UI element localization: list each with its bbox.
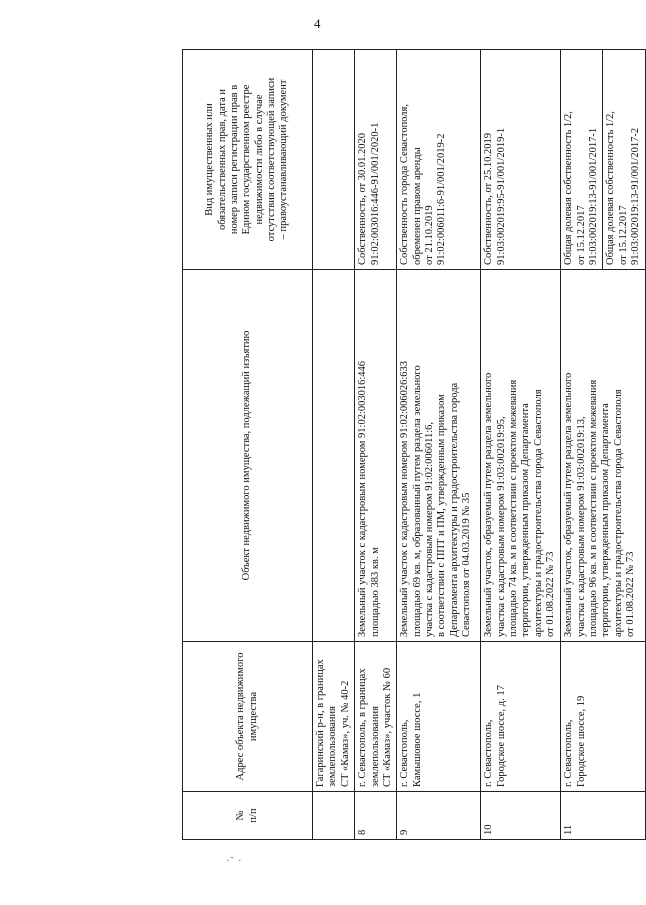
cell-address: Гагаринский р-н, в границах землепользования СТ «Камаз», уч. № 40-2 <box>313 642 355 792</box>
table-header-row <box>183 50 313 840</box>
cell-num: 10 <box>481 792 561 840</box>
cell-address: г. Севастополь, Городское шоссе, 19 <box>561 642 645 792</box>
table-row <box>355 50 397 840</box>
rotated-table-wrapper <box>182 50 642 840</box>
cell-object: Земельный участок с кадастровым номером 91:02:003016:446 площадью 383 кв. м <box>355 270 397 642</box>
cell-rights: Собственность города Севастополя, обременен правом аренды от 21.10.2019 91:02:006011:6-91/001/2019-2 <box>397 50 481 270</box>
cell-object: Земельный участок с кадастровым номером 91:02:006026:633 площадью 69 кв. м, образованный путем раздела земельного участка с кадастровым номером 91:02:006011:6, в соответствии с ППТ и ПМ, утвержденным приказом Департамента архитектуры и градостроительства города Севастополя от 04.03.2019 № 35 <box>397 270 481 642</box>
table-row <box>481 50 561 840</box>
table-row <box>561 50 603 840</box>
cell-address: г. Севастополь, Камышовое шоссе, 1 <box>397 642 481 792</box>
header-object: Объект недвижимого имущества, подлежащий изъятию <box>183 270 313 642</box>
cell-rights: Собственность, от 30.01.2020 91:02:003016:446-91/001/2020-1 <box>355 50 397 270</box>
table-row <box>313 50 355 840</box>
cell-object: Земельный участок, образуемый путем раздела земельного участка с кадастровым номером 91:03:002019:95, площадью 74 кв. м в соответствии с проектом межевания территории, утвержденным приказом Департамента архитектуры и градостроительства города Севастополя от 01.08.2022 № 73 <box>481 270 561 642</box>
header-num: № п/п <box>183 792 313 840</box>
cell-rights: Собственность, от 25.10.2019 91:03:002019:95-91/001/2019-1 <box>481 50 561 270</box>
table-row <box>397 50 481 840</box>
page-number: 4 <box>314 16 321 31</box>
cell-num: 8 <box>355 792 397 840</box>
header-rights: Вид имущественных или обязательственных прав, дата и номер записи регистрации прав в Едином государственном реестре недвижимости либо в случае отсутствия соответствующей записи – правоустанавливающий документ <box>183 50 313 270</box>
cell-rights <box>313 50 355 270</box>
cell-address: г. Севастополь, Городское шоссе, д. 17 <box>481 642 561 792</box>
scan-smudge: ·˘ · <box>226 856 243 867</box>
cell-num <box>313 792 355 840</box>
cell-rights: Общая долевая собственность 1/2, от 15.12.2017 91:03:002019:13-91/001/2017-1 <box>561 50 603 270</box>
header-address: Адрес объекта недвижимого имущества <box>183 642 313 792</box>
cell-num: 9 <box>397 792 481 840</box>
cell-num: 11 <box>561 792 645 840</box>
cell-object: Земельный участок, образуемый путем раздела земельного участка с кадастровым номером 91:03:002019:13, площадью 96 кв. м в соответствии с проектом межевания территории, утвержденным приказом Департамента архитектуры и градостроительства города Севастополя от 01.08.2022 № 73 <box>561 270 645 642</box>
cell-rights: Общая долевая собственность 1/2, от 15.12.2017 91:03:002019:13-91/001/2017-2 <box>603 50 645 270</box>
cell-address: г. Севастополь, в границах землепользования СТ «Камаз», участок № 60 <box>355 642 397 792</box>
cell-object <box>313 270 355 642</box>
property-table <box>182 49 646 840</box>
